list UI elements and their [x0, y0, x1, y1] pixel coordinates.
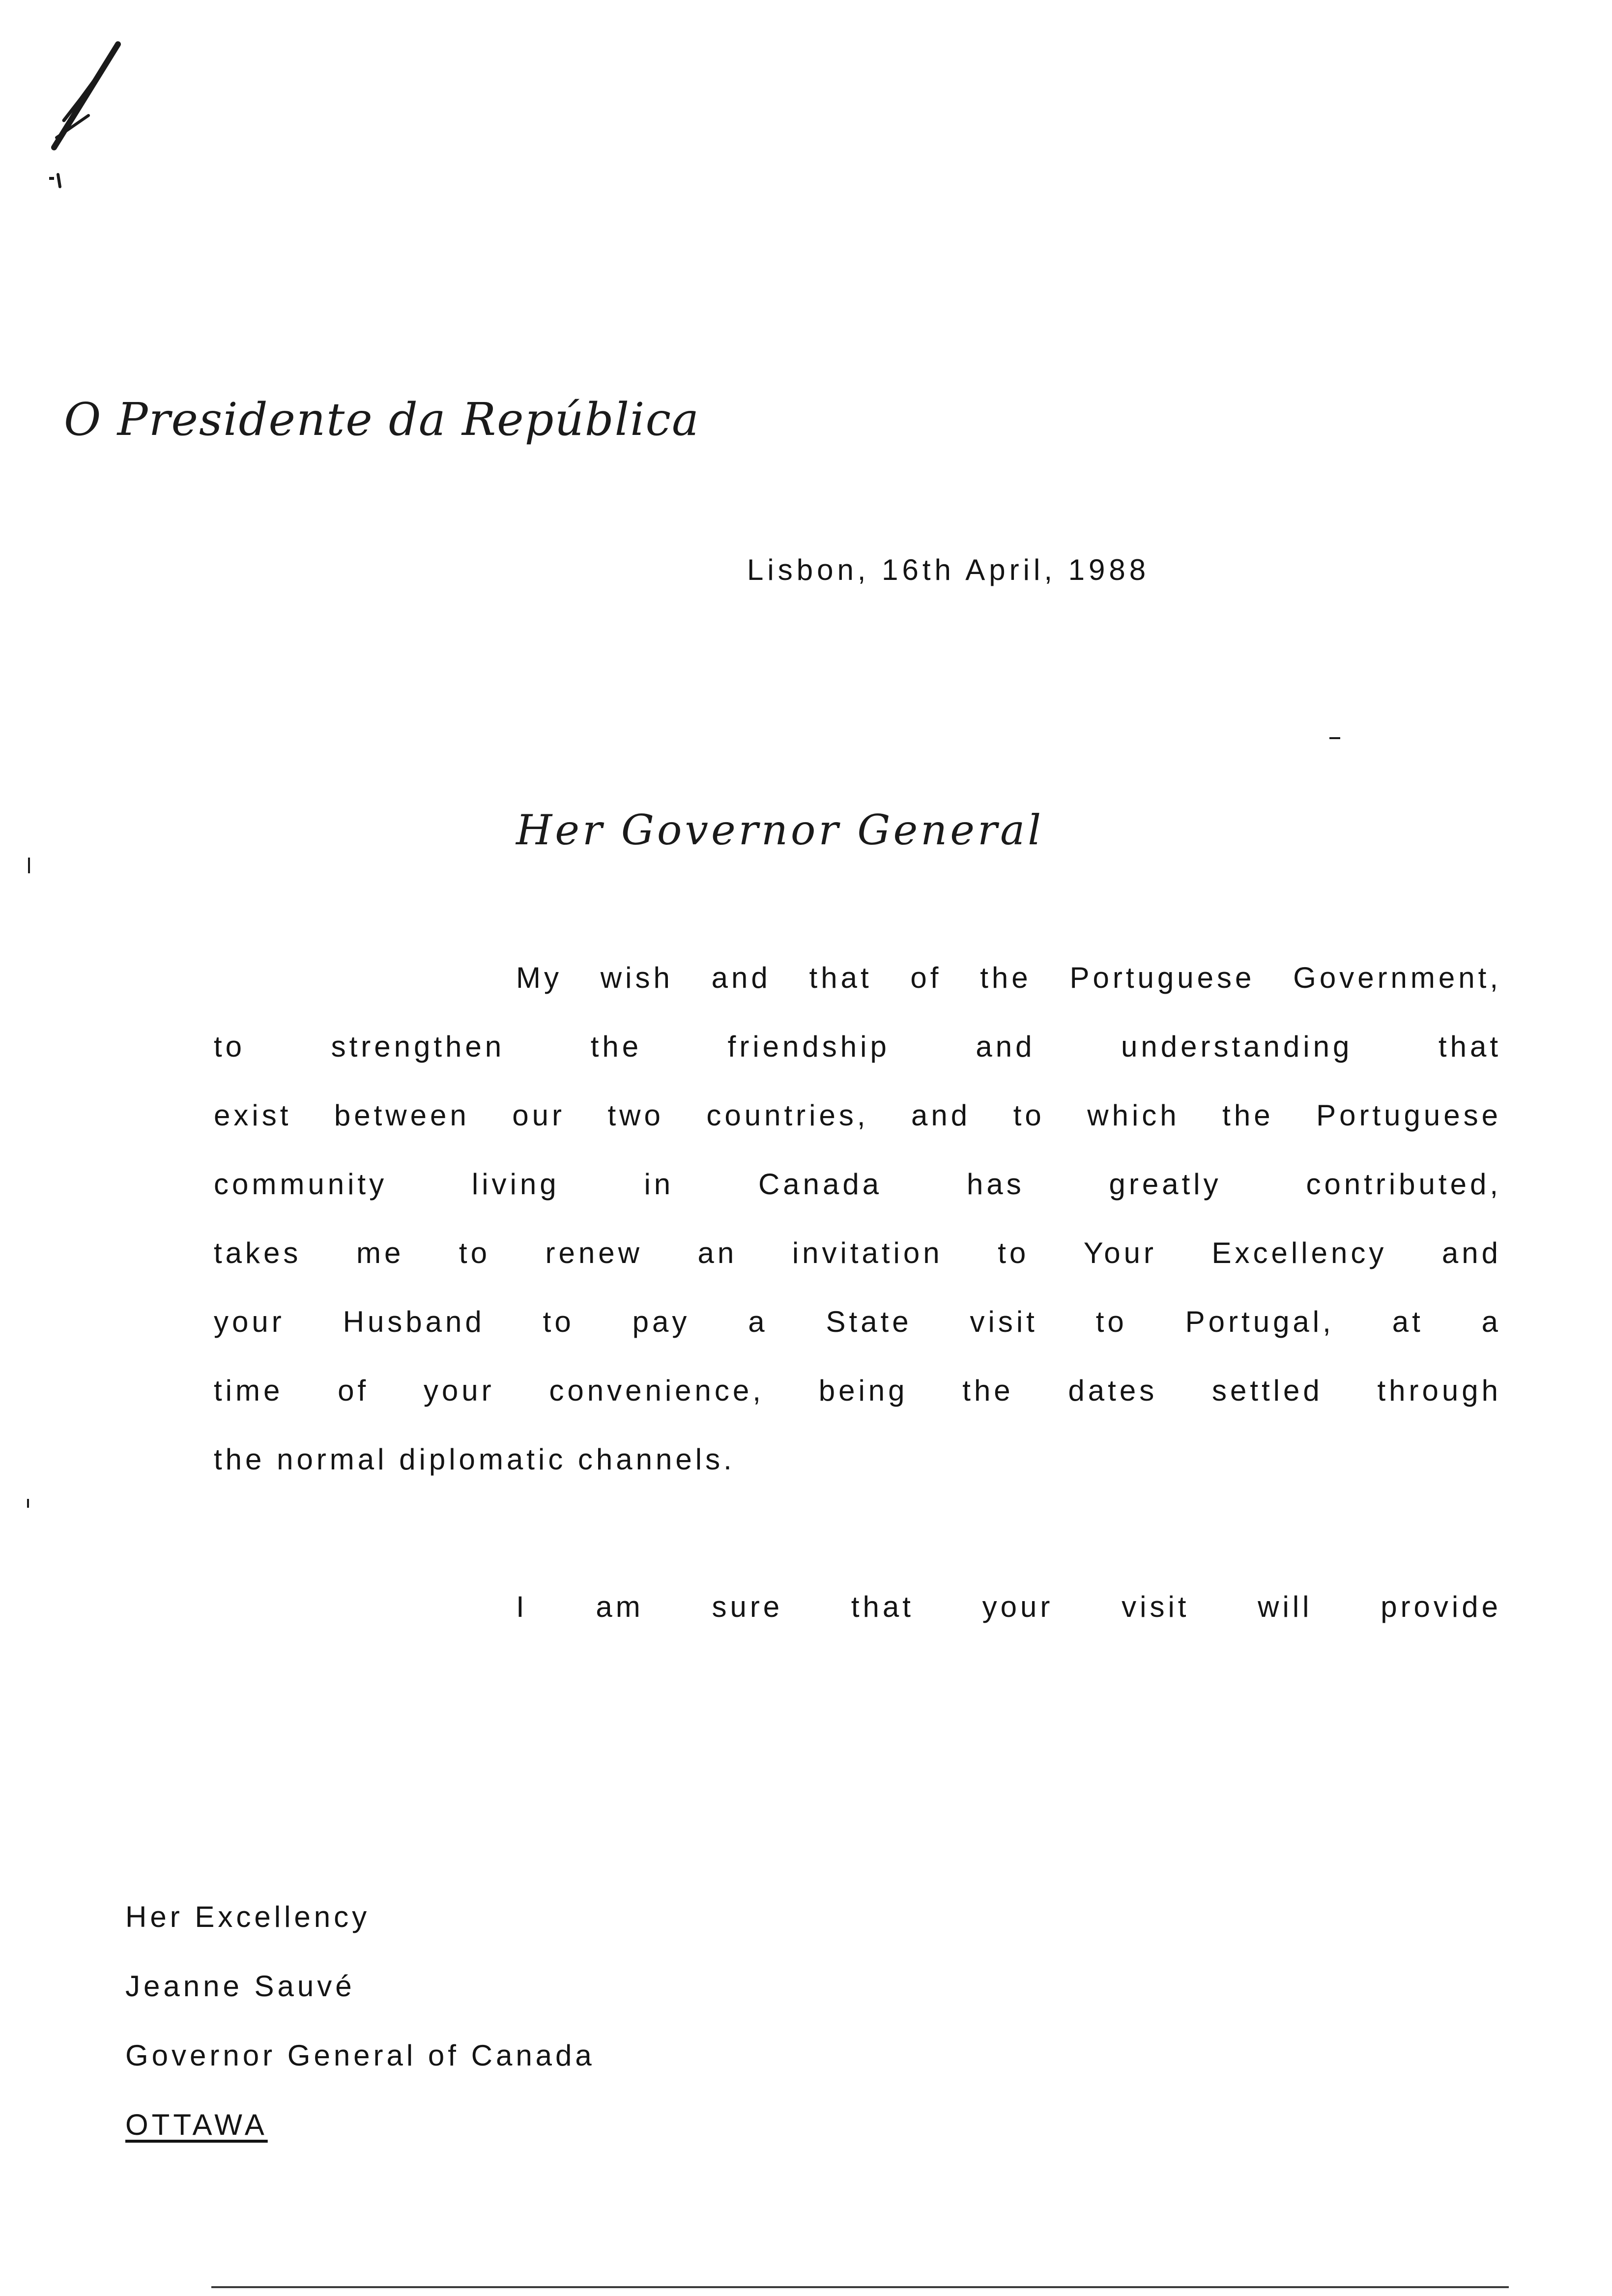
paragraph-line: I am sure that your visit will provide [516, 1590, 1501, 1623]
paragraph-line: exist between our two countries, and to which the Portuguese [214, 1099, 1501, 1132]
paragraph-line: your Husband to pay a State visit to Portugal, at a [214, 1305, 1501, 1338]
paragraph-line: community living in Canada has greatly contributed, [214, 1168, 1501, 1201]
address-line-title: Her Excellency [125, 1900, 371, 1933]
address-line-city: OTTAWA [125, 2108, 268, 2141]
margin-dash [1329, 737, 1340, 739]
address-line-name: Jeanne Sauvé [125, 1970, 355, 2003]
stray-mark [49, 177, 54, 180]
paragraph-line: My wish and that of the Portuguese Government, [516, 961, 1501, 994]
paragraph-line: to strengthen the friendship and understanding that [214, 1030, 1501, 1063]
paragraph-line: takes me to renew an invitation to Your Excellency and [214, 1236, 1501, 1269]
letterhead: O Presidente da República [64, 393, 700, 446]
handwritten-check-mark [34, 34, 143, 192]
recipient-address [125, 1882, 595, 2159]
margin-tick [27, 1499, 29, 1508]
body-paragraph-2 [214, 1573, 1501, 1641]
address-line-office: Governor General of Canada [125, 2039, 595, 2072]
paragraph-line: the normal diplomatic channels. [214, 1443, 735, 1476]
body-paragraph-1 [214, 944, 1501, 1494]
paragraph-line: time of your convenience, being the dates settled through [214, 1374, 1501, 1407]
handwritten-salutation: Her Governor General [516, 806, 1044, 854]
letter-date: Lisbon, 16th April, 1988 [747, 553, 1150, 586]
margin-tick [28, 858, 30, 873]
page-bottom-rule [211, 2286, 1509, 2288]
